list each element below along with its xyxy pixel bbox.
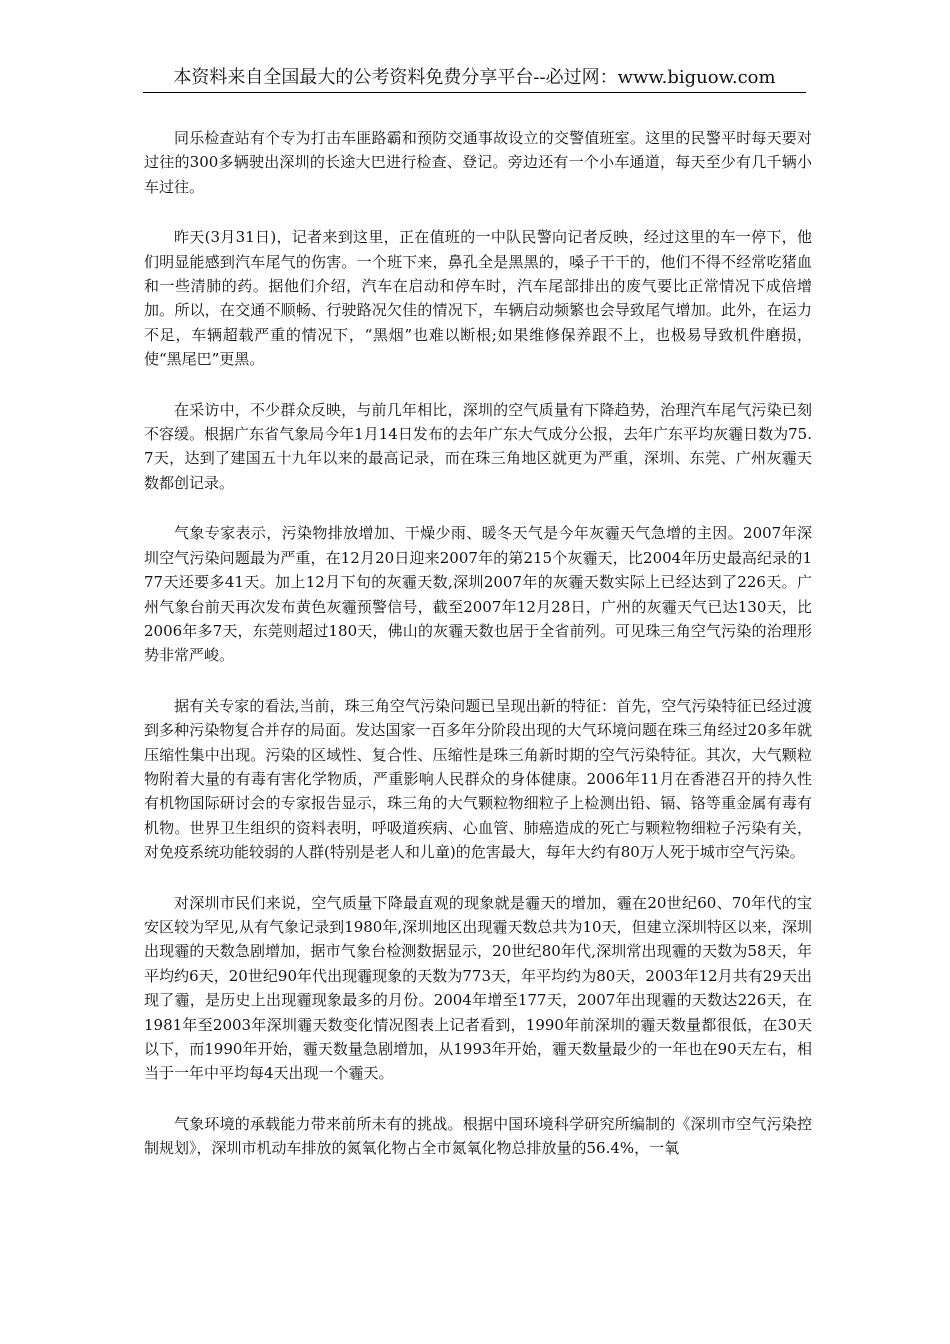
paragraph-5: 据有关专家的看法,当前，珠三角空气污染问题已呈现出新的特征：首先，空气污染特征已经过渡到多种污染物复合并存的局面。发达国家一百多年分阶段出现的大气环境问题在珠三角经过20多年就压缩性集中出现。污染的区域性、复合性、压缩性是珠三角新时期的空气污染特征。其次，大气颗粒物附着大量的有毒有害化学物质，严重影响人民群众的身体健康。2006年11月在香港召开的持久性有机物国际研讨会的专家报告显示，珠三角的大气颗粒物细粒子上检测出铅、镉、铬等重金属有毒有机物。世界卫生组织的资料表明，呼吸道疾病、心血管、肺癌造成的死亡与颗粒物细粒子污染有关，对免疫系统功能较弱的人群(特别是老人和儿童)的危害最大，每年大约有80万人死于城市空气污染。 <box>144 696 812 862</box>
paragraph-1: 同乐检查站有个专为打击车匪路霸和预防交通事故设立的交警值班室。这里的民警平时每天要对过往的300多辆驶出深圳的长途大巴进行检查、登记。旁边还有一个小车通道，每天至少有几千辆小车过往。 <box>144 129 812 196</box>
page-header: 本资料来自全国最大的公考资料免费分享平台--必过网：www.biguow.com <box>173 67 776 88</box>
paragraph-4: 气象专家表示，污染物排放增加、干燥少雨、暖冬天气是今年灰霾天气急增的主因。2007年深圳空气污染问题最为严重，在12月20日迎来2007年的第215个灰霾天，比2004年历史最高纪录的177天还要多41天。加上12月下旬的灰霾天数,深圳2007年的灰霾天数实际上已经达到了226天。广州气象台前天再次发布黄色灰霾预警信号，截至2007年12月28日，广州的灰霾天气已达130天，比2006年多7天，东莞则超过180天，佛山的灰霾天数也居于全省前列。可见珠三角空气污染的治理形势非常严峻。 <box>144 524 812 665</box>
article-body <box>144 126 812 1161</box>
paragraph-6: 对深圳市民们来说，空气质量下降最直观的现象就是霾天的增加，霾在20世纪60、70年代的宝安区较为罕见,从有气象记录到1980年,深圳地区出现霾天数总共为10天，但建立深圳特区以来，深圳出现霾的天数急剧增加，据市气象台检测数据显示，20世纪80年代,深圳常出现霾的天数为58天，年平均约6天，20世纪90年代出现霾现象的天数为773天，年平均约为80天，2003年12月共有29天出现了霾，是历史上出现霾现象最多的月份。2004年增至177天，2007年出现霾的天数达226天，在1981年至2003年深圳霾天数变化情况图表上记者看到，1990年前深圳的霾天数量都很低，在30天以下，而1990年开始，霾天数量急剧增加，从1993年开始，霾天数量最少的一年也在90天左右，相当于一年中平均每4天出现一个霾天。 <box>144 893 812 1083</box>
paragraph-3: 在采访中，不少群众反映，与前几年相比，深圳的空气质量有下降趋势，治理汽车尾气污染已刻不容缓。根据广东省气象局今年1月14日发布的去年广东大气成分公报，去年广东平均灰霾日数为75.7天，达到了建国五十九年以来的最高记录，而在珠三角地区就更为严重，深圳、东莞、广州灰霾天数都创记录。 <box>144 400 812 492</box>
header-divider <box>143 92 806 93</box>
paragraph-2: 昨天(3月31日)，记者来到这里，正在值班的一中队民警向记者反映，经过这里的车一停下，他们明显能感到汽车尾气的伤害。一个班下来，鼻孔全是黑黑的，嗓子干干的，他们不得不经常吃猪血和一些清肺的药。据他们介绍，汽车在启动和停车时，汽车尾部排出的废气要比正常情况下成倍增加。所以，在交通不顺畅、行驶路况欠佳的情况下，车辆启动频繁也会导致尾气增加。此外，在运力不足，车辆超载严重的情况下，“黑烟”也难以断根;如果维修保养跟不上，也极易导致机件磨损，使“黑尾巴”更黑。 <box>144 228 812 369</box>
paragraph-7: 气象环境的承载能力带来前所未有的挑战。根据中国环境科学研究所编制的《深圳市空气污染控制规划》，深圳市机动车排放的氮氧化物占全市氮氧化物总排放量的56.4%，一氧 <box>144 1114 812 1158</box>
